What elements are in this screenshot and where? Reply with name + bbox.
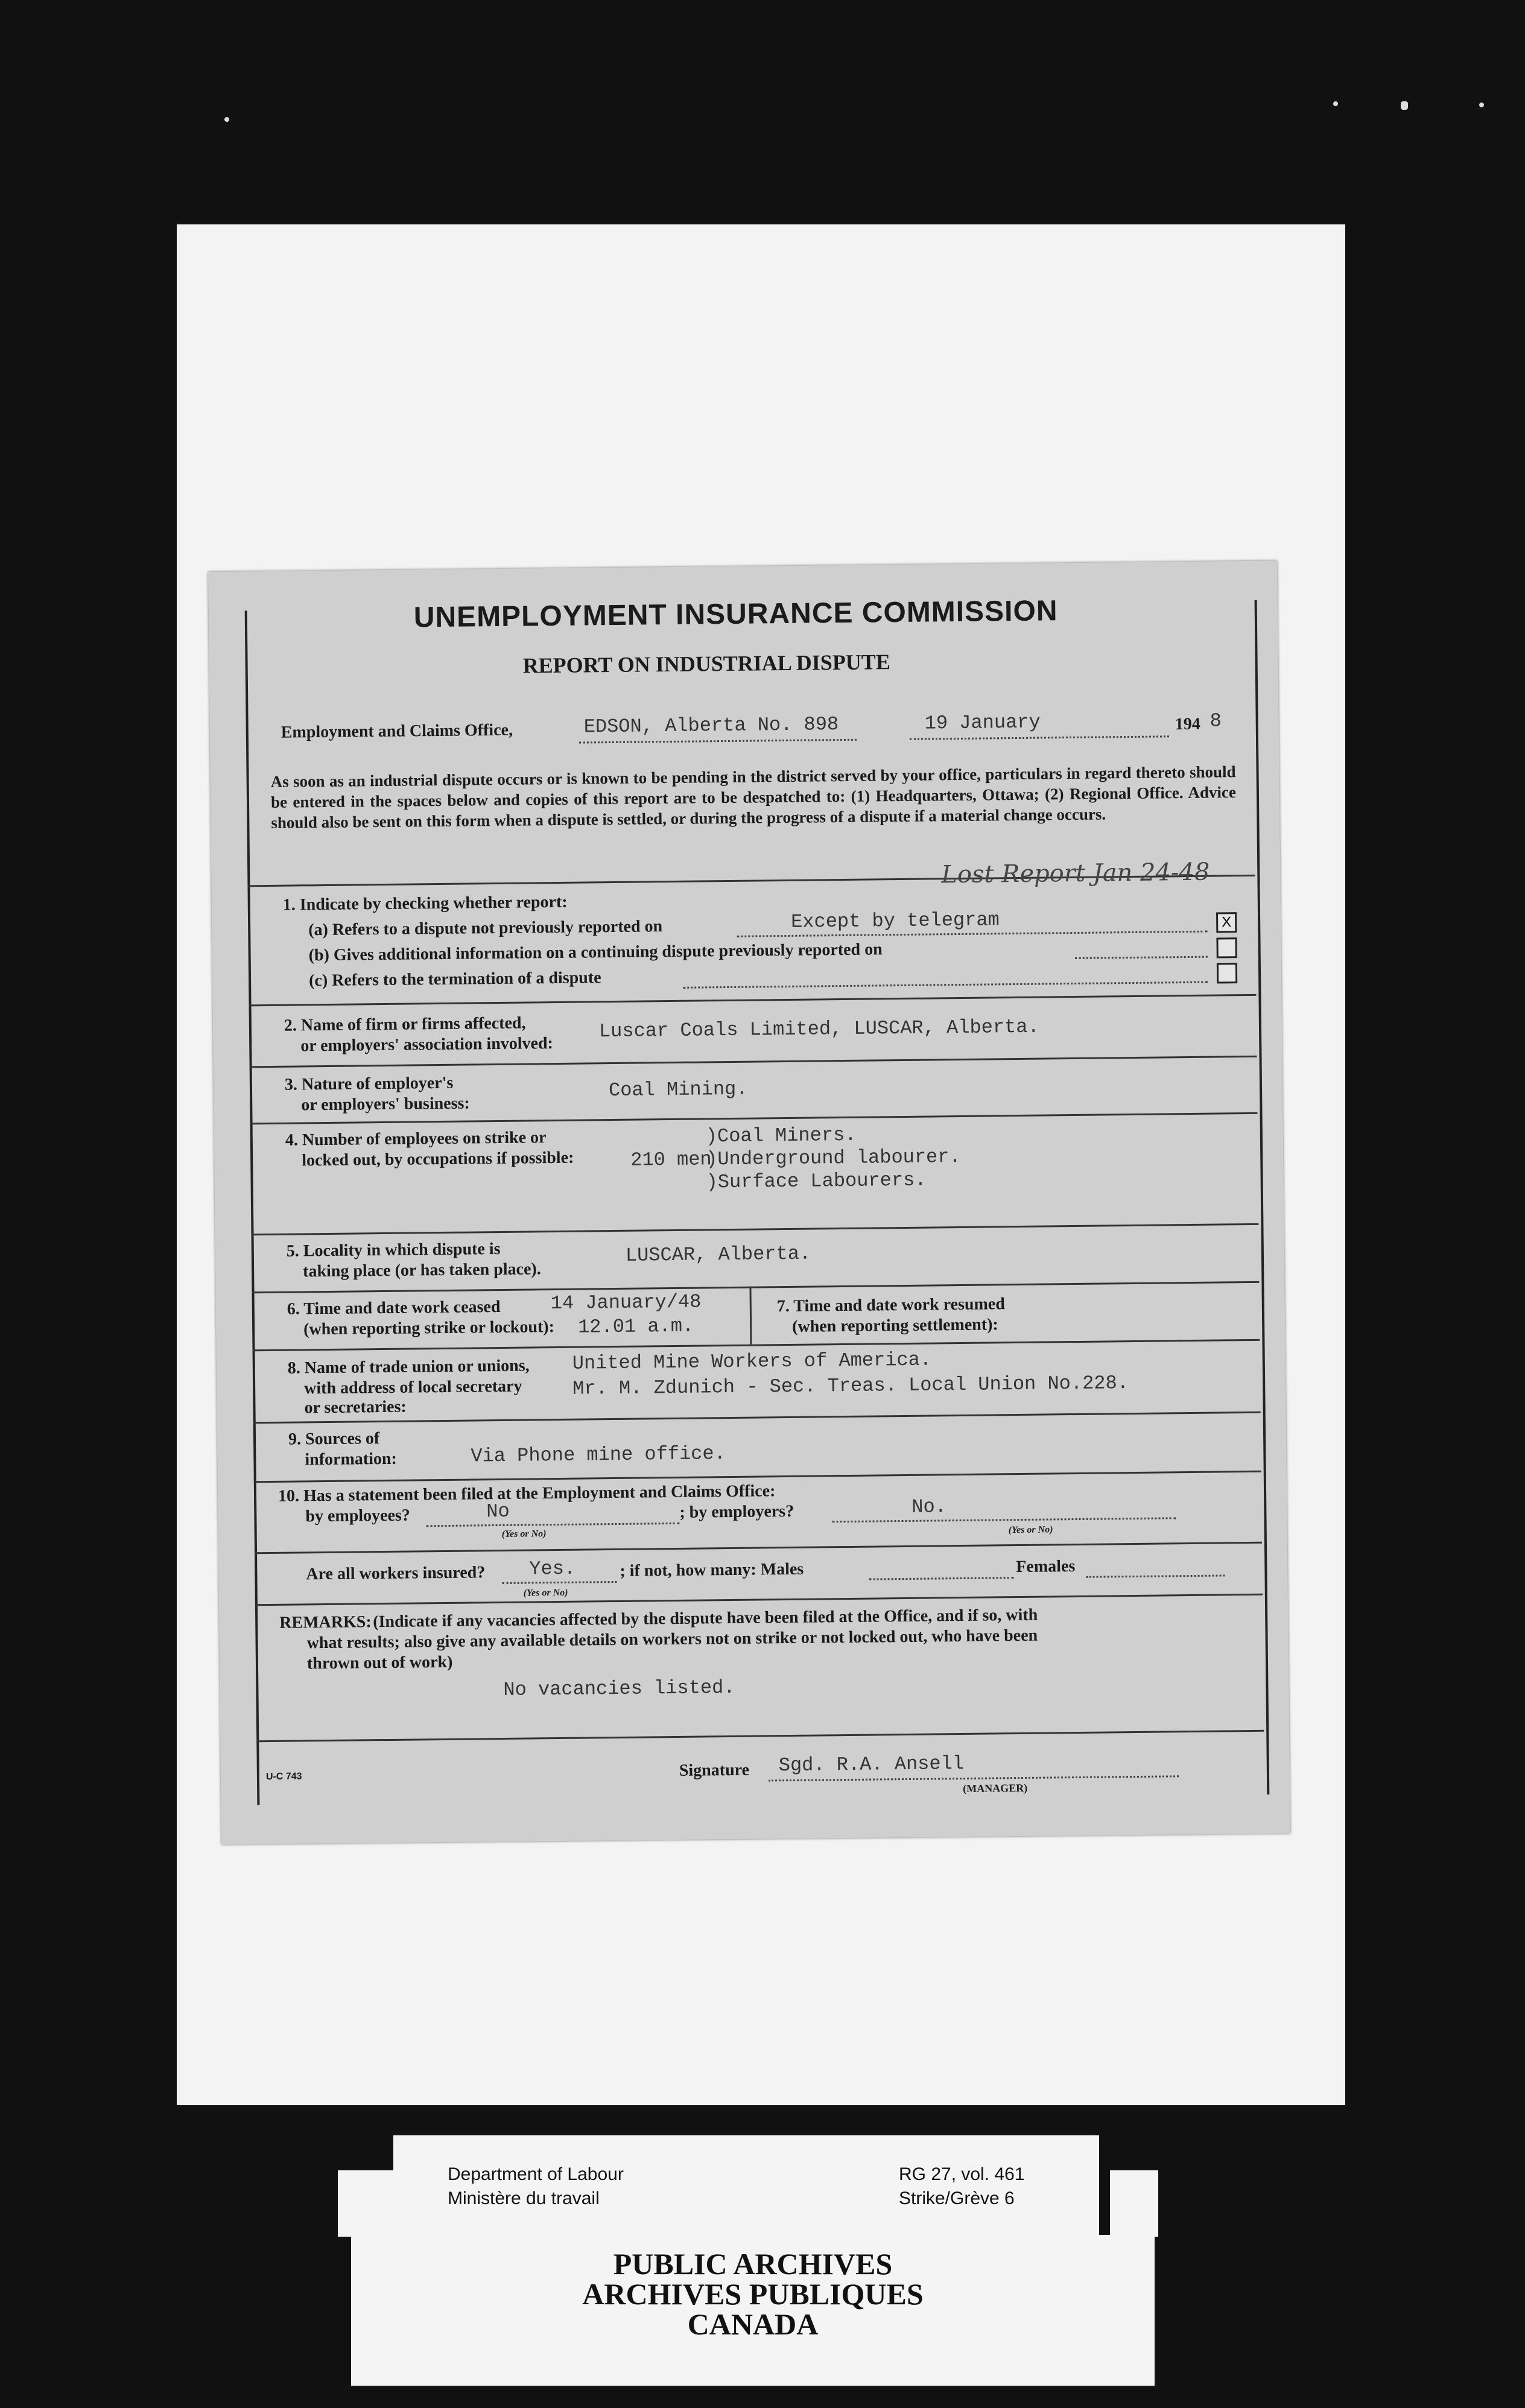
q10-employees-value: No <box>486 1500 510 1523</box>
q1-a-value: Except by telegram <box>790 908 1000 933</box>
q4-count: 210 men <box>630 1148 712 1171</box>
q9-value: Via Phone mine office. <box>471 1442 726 1468</box>
q4-label: 4. Number of employees on strike or <box>285 1128 547 1150</box>
q8-union: United Mine Workers of America. <box>572 1348 932 1375</box>
archive-line-2: ARCHIVES PUBLIQUES <box>582 2277 924 2311</box>
archive-line-1: PUBLIC ARCHIVES <box>613 2247 893 2281</box>
remarks-text-3: thrown out of work) <box>306 1652 453 1673</box>
q10-employees-hint: (Yes or No) <box>501 1529 547 1539</box>
signature-label: Signature <box>679 1760 750 1780</box>
remarks-text-1: (Indicate if any vacancies affected by the dispute have been filed at the Office, and if so, with <box>373 1605 1038 1632</box>
report-form <box>208 560 1290 1844</box>
q5-label-2: taking place (or has taken place). <box>302 1259 541 1281</box>
q1-c-checkbox[interactable] <box>1217 963 1237 983</box>
q3-value: Coal Mining. <box>608 1077 748 1102</box>
q3-label-2: or employers' business: <box>301 1094 470 1115</box>
form-code: U-C 743 <box>265 1771 302 1782</box>
q3-label: 3. Nature of employer's <box>284 1073 454 1094</box>
year-prefix: 194 <box>1175 714 1200 734</box>
q5-label: 5. Locality in which dispute is <box>286 1239 501 1261</box>
film-speck <box>1333 101 1338 106</box>
q10-insured-hint: (Yes or No) <box>523 1587 568 1598</box>
date-value: 19 January <box>924 711 1041 735</box>
q1-b-checkbox[interactable] <box>1216 937 1237 958</box>
archive-label-card <box>393 2135 1099 2235</box>
q10-employers-value: No. <box>912 1495 947 1518</box>
handwritten-note: Lost Report Jan 24-48 <box>941 858 1210 889</box>
year-suffix: 8 <box>1210 709 1222 732</box>
q10-if-not: ; if not, how many: Males <box>620 1559 804 1580</box>
archive-ref-strike: Strike/Grève 6 <box>899 2188 1015 2208</box>
q2-label: 2. Name of firm or firms affected, <box>284 1013 526 1035</box>
q1-a-checkbox[interactable]: X <box>1216 912 1237 933</box>
q1-a-label: (a) Refers to a dispute not previously reported on <box>308 917 663 940</box>
q6-label: 6. Time and date work ceased <box>287 1297 501 1319</box>
remarks-value: No vacancies listed. <box>503 1676 735 1701</box>
q7-label-2: (when reporting settlement): <box>791 1315 998 1336</box>
q2-value: Luscar Coals Limited, LUSCAR, Alberta. <box>598 1015 1039 1043</box>
film-speck <box>1401 101 1408 110</box>
q10-label: 10. Has a statement been filed at the Employment and Claims Office: <box>277 1481 776 1506</box>
q9-label: 9. Sources of <box>288 1429 380 1449</box>
remarks-text-2: what results; also give any available details on workers not on strike or not locked out, who have been <box>306 1626 1038 1653</box>
office-label: Employment and Claims Office, <box>281 720 513 742</box>
q10-females: Females <box>1016 1557 1076 1577</box>
office-value: EDSON, Alberta No. 898 <box>583 713 839 738</box>
q10-insured-label: Are all workers insured? <box>306 1563 486 1584</box>
form-title: UNEMPLOYMENT INSURANCE COMMISSION <box>413 595 1058 634</box>
signature-value: Sgd. R.A. Ansell <box>778 1752 965 1777</box>
q6-label-2: (when reporting strike or lockout): <box>303 1317 555 1339</box>
q8-label-2: with address of local secretary <box>304 1377 522 1398</box>
q1-c-label: (c) Refers to the termination of a dispute <box>308 968 601 990</box>
q1-label: 1. Indicate by checking whether report: <box>282 892 568 914</box>
dept-english: Department of Labour <box>448 2164 624 2184</box>
q8-label-3: or secretaries: <box>304 1397 407 1418</box>
film-speck <box>1479 103 1484 107</box>
q10-employers-hint: (Yes or No) <box>1008 1524 1053 1536</box>
form-subtitle: REPORT ON INDUSTRIAL DISPUTE <box>522 650 891 678</box>
archive-label-tab-left <box>338 2170 398 2237</box>
manager-caption: (MANAGER) <box>963 1781 1028 1795</box>
archive-line-3: CANADA <box>687 2307 819 2341</box>
q7-label: 7. Time and date work resumed <box>776 1294 1005 1316</box>
q6-time: 12.01 a.m. <box>577 1314 694 1339</box>
q4-line3: )Surface Labourers. <box>706 1168 927 1194</box>
film-speck <box>224 117 229 122</box>
q9-label-2: information: <box>305 1449 398 1469</box>
q5-value: LUSCAR, Alberta. <box>625 1242 811 1267</box>
q8-label: 8. Name of trade union or unions, <box>287 1356 530 1378</box>
q8-secretary: Mr. M. Zdunich - Sec. Treas. Local Union No.228. <box>572 1372 1129 1400</box>
q6-date: 14 January/48 <box>550 1290 702 1315</box>
q10-by-employers: ; by employers? <box>679 1501 794 1522</box>
dept-french: Ministère du travail <box>448 2188 600 2208</box>
q4-label-2: locked out, by occupations if possible: <box>302 1148 574 1170</box>
q1-b-label: (b) Gives additional information on a continuing dispute previously reported on <box>308 940 883 965</box>
remarks-label: REMARKS: <box>279 1612 372 1632</box>
archive-ref-volume: RG 27, vol. 461 <box>899 2164 1025 2184</box>
q4-line1: )Coal Miners. <box>705 1123 857 1148</box>
archive-label-tab-right <box>1110 2170 1158 2237</box>
q2-label-2: or employers' association involved: <box>300 1034 554 1056</box>
q10-by-employees: by employees? <box>305 1506 410 1526</box>
q10-insured-value: Yes. <box>529 1557 576 1580</box>
q4-line2: )Underground labourer. <box>706 1145 961 1171</box>
instructions-paragraph: As soon as an industrial dispute occurs or is known to be pending in the district served by your office, particulars in regard thereto should be entered in the spaces below and copies of this report are to be despatched to: (1) Headquarters, Ottawa; (2) Regional Office. Advice should also be sent on this form when a dispute is settled, or during the progress of a dispute if a material change occurs. <box>270 762 1237 832</box>
